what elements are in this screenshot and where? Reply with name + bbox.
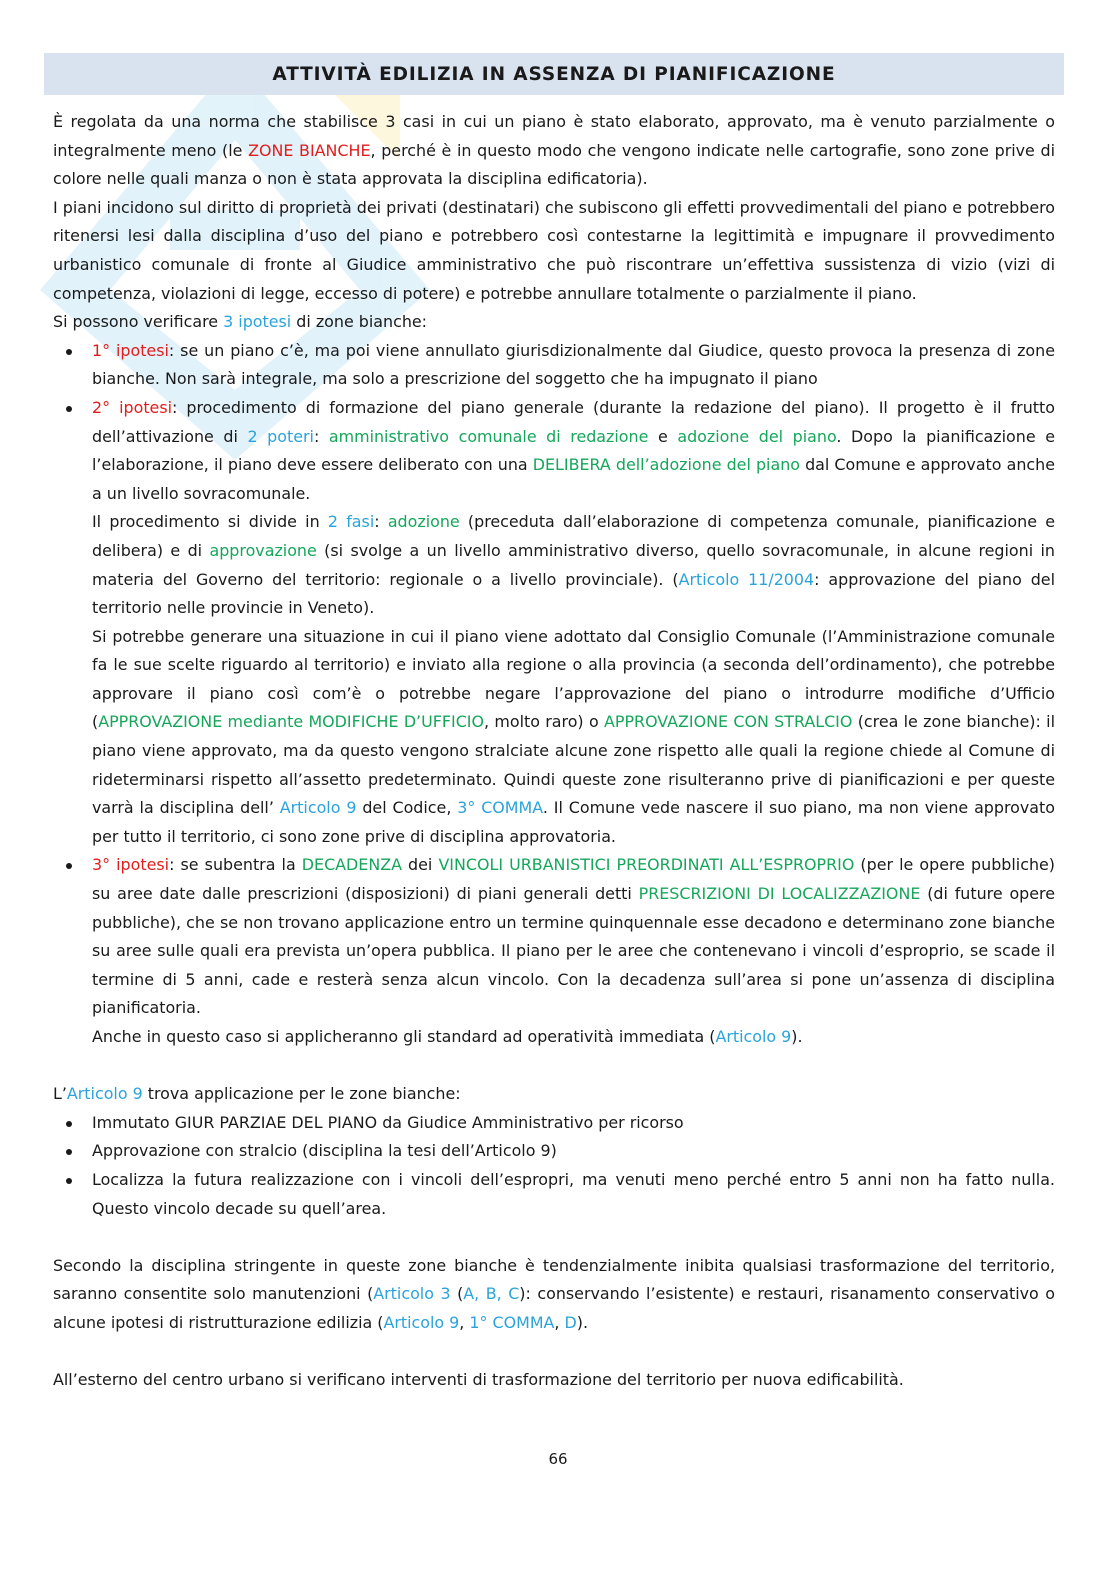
list-item: Immutato GIUR PARZIAE DEL PIANO da Giudice Amministrativo per ricorso <box>92 1109 1055 1138</box>
document-body <box>53 108 1055 1395</box>
paragraph-piani: I piani incidono sul diritto di proprietà dei privati (destinatari) che subiscono gli effetti provvedimentali del piano e potrebbero ritenersi lesi dalla disciplina d’uso del piano e potrebbero così contestarne la legittimità e impugnare il provvedimento urbanistico comunale di fronte al Giudice amministrativo che può riscontrare un’effettiva sussistenza di vizio (vizi di competenza, violazioni di legge, eccesso di potere) e potrebbe annullare totalmente o parzialmente il piano. <box>53 197 1055 303</box>
articolo-9-list <box>53 1109 1055 1223</box>
paragraph-intro: È regolata da una norma che stabilisce 3 casi in cui un piano è stato elaborato, approvato, ma è venuto parzialmente o integralmente meno (le ZONE BIANCHE, perché è in questo modo che vengono indicate nelle cartografie, sono zone prive di colore nelle quali manza o non è stata approvata la disciplina edificatoria). <box>53 112 1055 189</box>
list-item-ipotesi-1: 1° ipotesi: se un piano c’è, ma poi viene annullato giurisdizionalmente dal Giudice, questo provoca la presenza di zone bianche. Non sarà integrale, ma solo a prescrizione del soggetto che ha impugnato il piano <box>92 337 1055 394</box>
ipotesi-list <box>53 337 1055 1052</box>
list-item: Localizza la futura realizzazione con i vincoli dell’espropri, ma venuti meno perché entro 5 anni non ha fatto nulla. Questo vincolo decade su quell’area. <box>92 1166 1055 1223</box>
paragraph-esterno: All’esterno del centro urbano si verificano interventi di trasformazione del territorio per nuova edificabilità. <box>53 1370 904 1390</box>
paragraph-disciplina: Secondo la disciplina stringente in queste zone bianche è tendenzialmente inibita qualsiasi trasformazione del territorio, saranno consentite solo manutenzioni (Articolo 3 (A, B, C): conservando l’esistente) e restauri, risanamento conservativo o alcune ipotesi di ristrutturazione edilizia (Articolo 9, 1° COMMA, D). <box>53 1255 1055 1332</box>
paragraph-articolo-9: L’Articolo 9 trova applicazione per le zone bianche: <box>53 1084 461 1104</box>
paragraph-ipotesi: Si possono verificare 3 ipotesi di zone bianche: <box>53 312 428 332</box>
page-title: ATTIVITÀ EDILIZIA IN ASSENZA DI PIANIFICAZIONE <box>44 53 1064 95</box>
list-item-ipotesi-3: 3° ipotesi: se subentra la DECADENZA dei VINCOLI URBANISTICI PREORDINATI ALL’ESPROPRIO (per le opere pubbliche) su aree date dalle prescrizioni (disposizioni) di piani generali detti PRESCRIZIONI DI LOCALIZZAZIONE (di future opere pubbliche), che se non trovano applicazione entro un termine quinquennale esse decadono e determinano zone bianche su aree sulle quali era prevista un’opera pubblica. Il piano per le aree che contenevano i vincoli d’esproprio, se scade il termine di 5 anni, cade e resterà senza alcun vincolo. Con la decadenza sull’area si pone un’assenza di disciplina pianificatoria. Anche in questo caso si applicheranno gli standard ad operatività immediata (Articolo 9). <box>92 851 1055 1051</box>
list-item: Approvazione con stralcio (disciplina la tesi dell’Articolo 9) <box>92 1137 1055 1166</box>
page-number: 66 <box>548 1450 568 1468</box>
highlight-zone-bianche: ZONE BIANCHE <box>248 140 371 160</box>
list-item-ipotesi-2: 2° ipotesi: procedimento di formazione del piano generale (durante la redazione del piano). Il progetto è il frutto dell’attivazione di 2 poteri: amministrativo comunale di redazione e adozione del piano. Dopo la pianificazione e l’elaborazione, il piano deve essere deliberato con una DELIBERA dell’adozione del piano dal Comune e approvato anche a un livello sovracomunale. Il procedimento si divide in 2 fasi: adozione (preceduta dall’elaborazione di competenza comunale, pianificazione e delibera) e di approvazione (si svolge a un livello amministrativo diverso, quello sovracomunale, in alcune regioni in materia del Governo del territorio: regionale o a livello provinciale). (Articolo 11/2004: approvazione del piano del territorio nelle provincie in Veneto). Si potrebbe generare una situazione in cui il piano viene adottato dal Consiglio Comunale (l’Amministrazione comunale fa le sue scelte riguardo al territorio) e inviato alla regione o alla provincia (a seconda dell’ordinamento), che potrebbe approvare il piano così com’è o potrebbe negare l’approvazione del piano o introdurre modifiche d’Ufficio (APPROVAZIONE mediante MODIFICHE D’UFFICIO, molto raro) o APPROVAZIONE CON STRALCIO (crea le zone bianche): il piano viene approvato, ma da questo vengono stralciate alcune zone rispetto alle quali la regione chiede al Comune di rideterminarsi rispetto all’assetto predeterminato. Quindi queste zone risulteranno prive di pianificazioni e per queste varrà la disciplina dell’ Articolo 9 del Codice, 3° COMMA. Il Comune vede nascere il suo piano, ma non viene approvato per tutto il territorio, ci sono zone prive di disciplina approvatoria. <box>92 394 1055 852</box>
